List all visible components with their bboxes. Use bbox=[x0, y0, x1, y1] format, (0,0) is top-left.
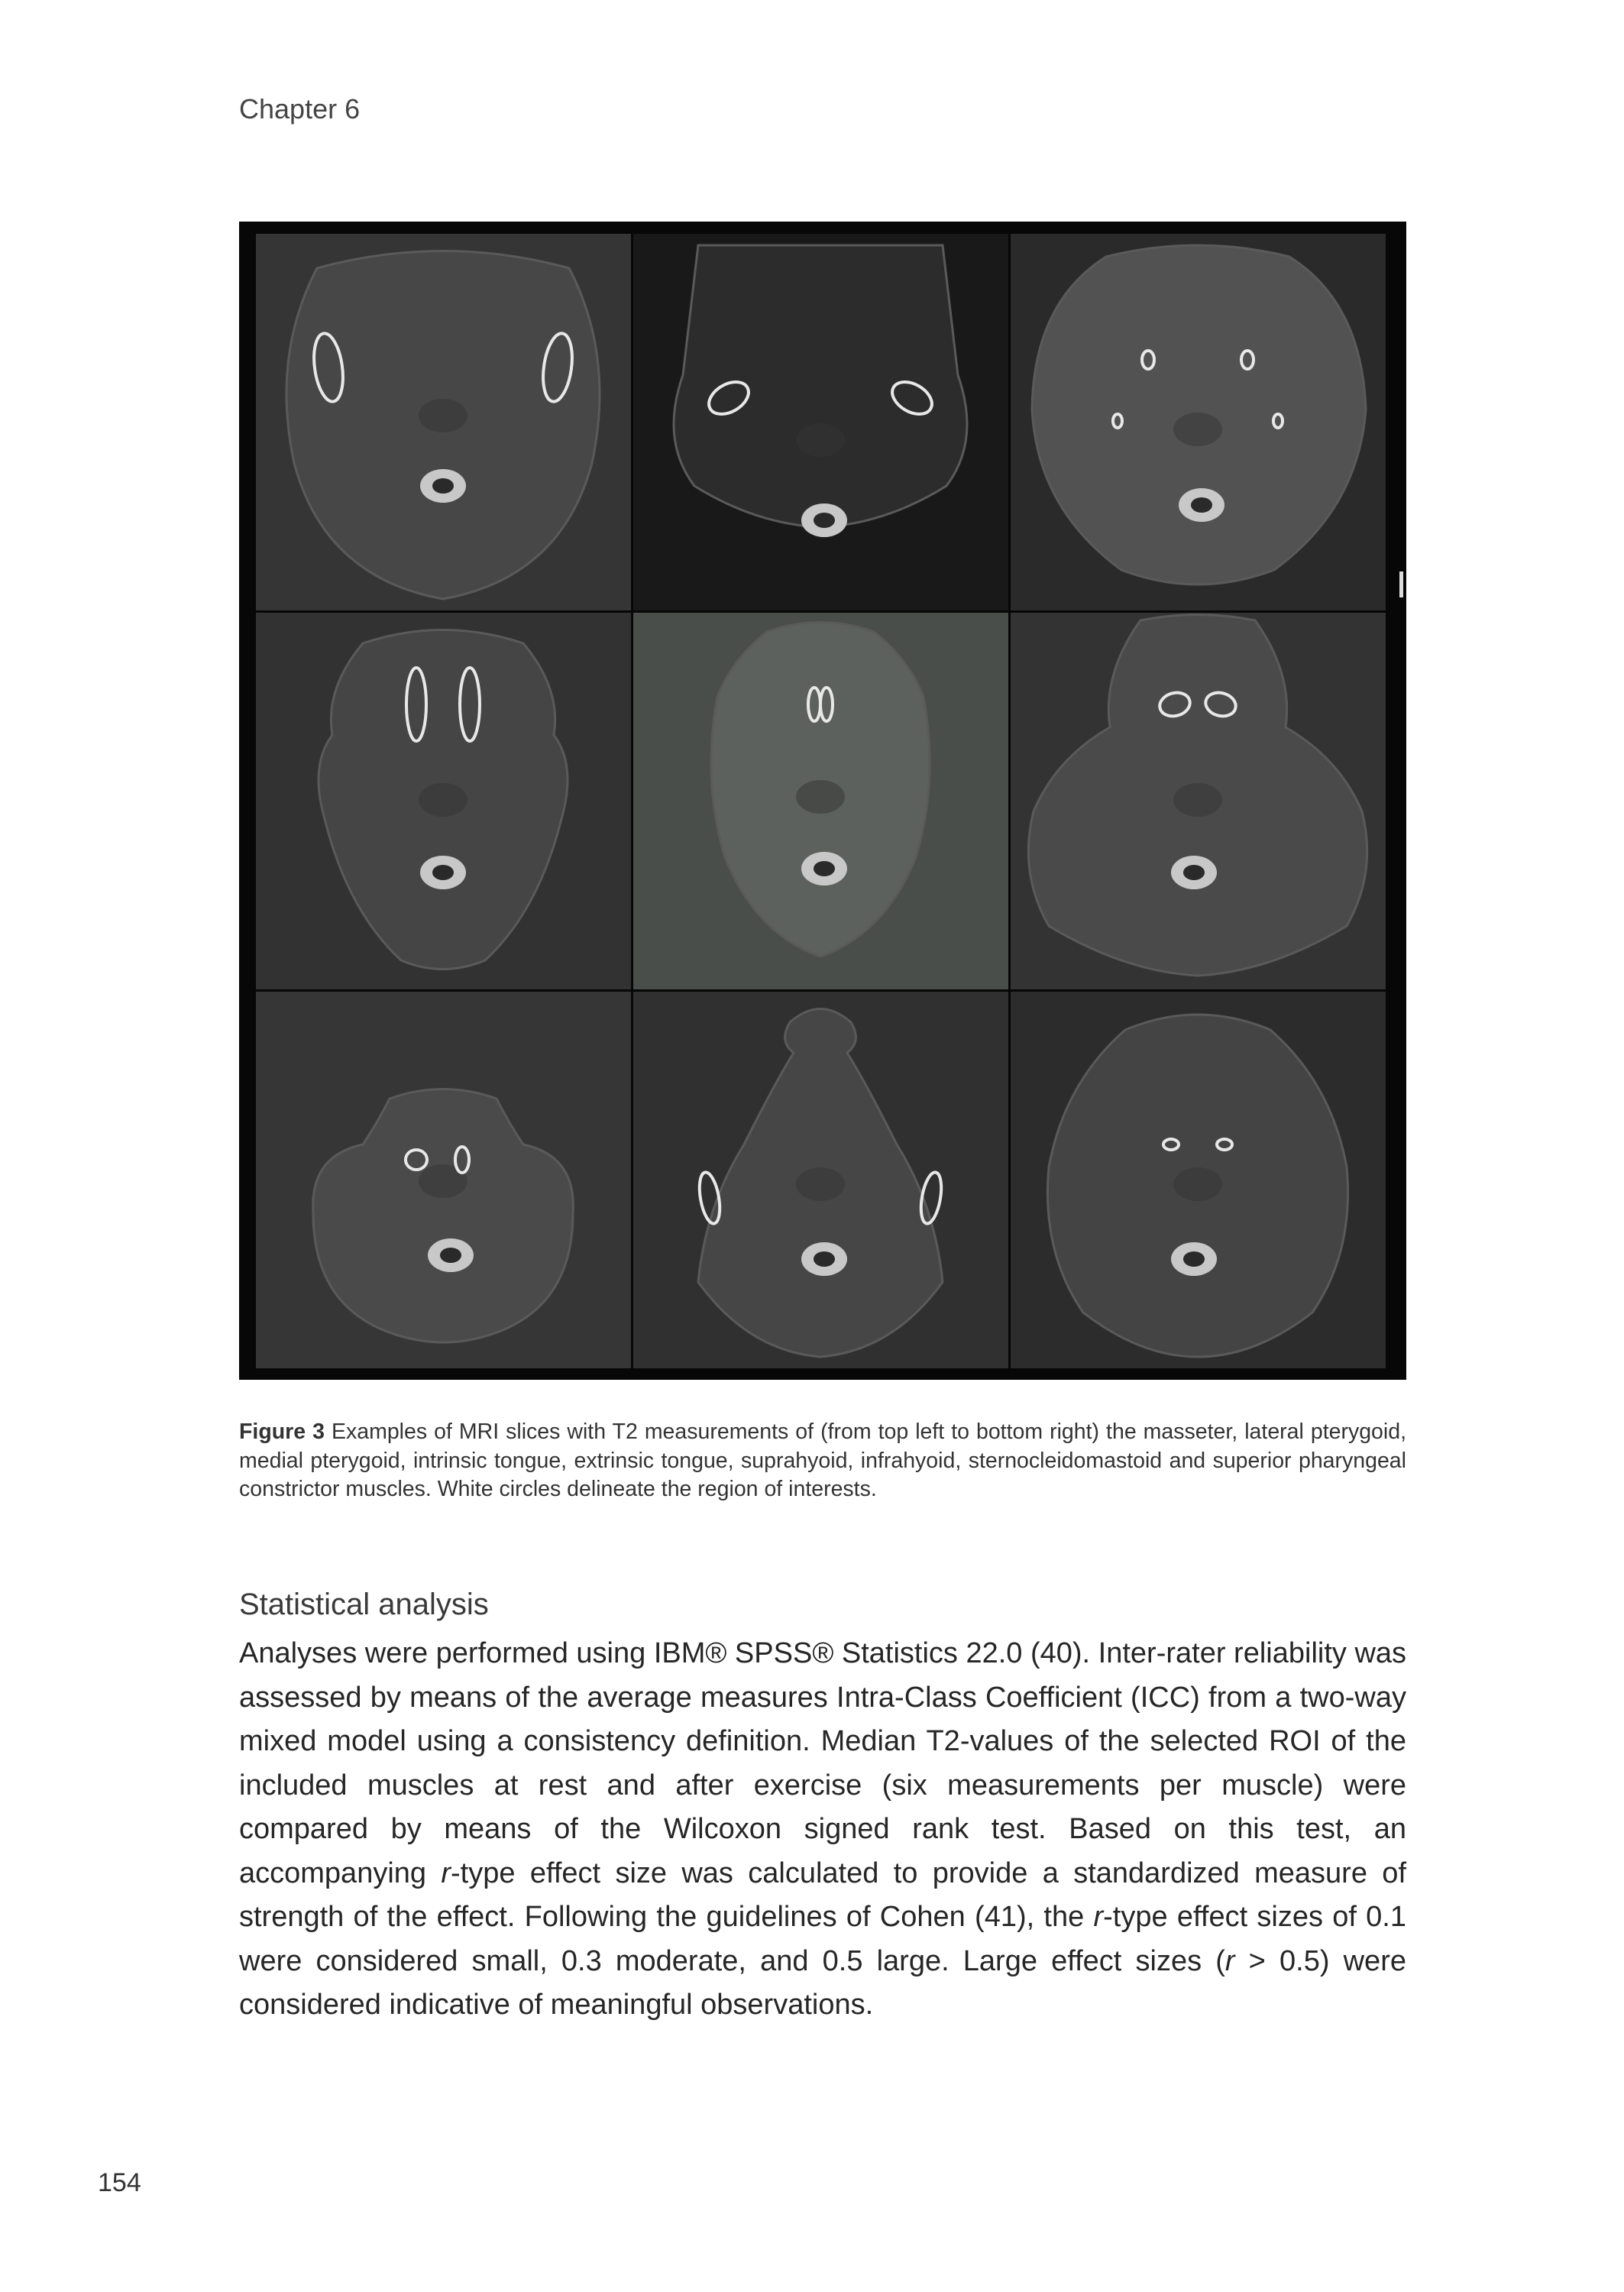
mri-panel bbox=[1011, 234, 1386, 610]
section-heading: Statistical analysis bbox=[239, 1588, 489, 1621]
mri-panel-grid bbox=[256, 234, 1386, 1368]
italic-variable: r bbox=[441, 1857, 451, 1889]
spinal-canal bbox=[432, 865, 454, 880]
figure-caption-text: Examples of MRI slices with T2 measurements of (from top left to bottom right) the masseter, lateral pterygoid, medial pterygoid, intrinsic tongue, extrinsic tongue, suprahyoid, infrahyoid, sternocleidomastoid and superior pharyngeal constrictor muscles. White circles delineate the region of interests. bbox=[239, 1420, 1407, 1502]
spinal-canal bbox=[1183, 865, 1205, 880]
body-paragraph bbox=[239, 1632, 1406, 2028]
mri-panel bbox=[256, 613, 631, 989]
mri-slice-image bbox=[256, 234, 631, 610]
mri-panel bbox=[256, 992, 631, 1368]
mri-slice-image bbox=[633, 234, 1008, 610]
page-number: 154 bbox=[98, 2168, 141, 2197]
mri-slice-image bbox=[1011, 234, 1386, 610]
mri-panel bbox=[633, 992, 1008, 1368]
mri-panel bbox=[633, 613, 1008, 989]
running-header: Chapter 6 bbox=[239, 93, 361, 125]
airway bbox=[1173, 413, 1222, 446]
mri-slice-image bbox=[1011, 992, 1386, 1368]
italic-variable: r bbox=[1093, 1901, 1104, 1933]
mri-slice-image bbox=[1011, 613, 1386, 989]
mri-figure bbox=[239, 222, 1406, 1380]
airway bbox=[796, 423, 845, 457]
spinal-canal bbox=[1191, 497, 1212, 513]
airway bbox=[1173, 1167, 1222, 1201]
figure-caption bbox=[239, 1418, 1406, 1504]
airway bbox=[796, 780, 845, 814]
text-run: Analyses were performed using IBM® SPSS® Statistics 22.0 (40). Inter-rater reliability was assessed by means of the average measures Intra-Class Coefficient (ICC) from a two-way mixed model using a consistency definition. Median T2-values of the selected ROI of the included muscles at rest and after exercise (six measurements per muscle) were compared by means of the Wilcoxon signed rank test. Based on this test, an accompanying bbox=[239, 1637, 1407, 1889]
spinal-canal bbox=[814, 861, 835, 876]
mri-slice-image bbox=[256, 992, 631, 1368]
airway bbox=[419, 783, 467, 817]
airway bbox=[419, 1164, 467, 1198]
mri-panel bbox=[256, 234, 631, 610]
text-run: -type effect sizes of 0.1 were considered small, 0.3 moderate, and 0.5 large. Large effect sizes ( bbox=[239, 1901, 1406, 1977]
spinal-canal bbox=[432, 478, 454, 494]
spinal-canal bbox=[814, 1251, 835, 1267]
mri-panel bbox=[633, 234, 1008, 610]
spinal-canal bbox=[440, 1248, 461, 1263]
airway bbox=[419, 399, 467, 432]
head-cross-section bbox=[674, 245, 967, 527]
spinal-canal bbox=[1183, 1251, 1205, 1267]
mri-panel bbox=[1011, 992, 1386, 1368]
airway bbox=[1173, 783, 1222, 817]
text-run: > 0.5) were considered indicative of meaningful observations. bbox=[239, 1944, 1406, 2021]
italic-variable: r bbox=[1224, 1944, 1235, 1977]
mri-panel bbox=[1011, 613, 1386, 989]
mri-slice-image bbox=[633, 992, 1008, 1368]
figure-label: Figure 3 bbox=[239, 1420, 325, 1444]
mri-slice-image bbox=[256, 613, 631, 989]
figure-edge-mark bbox=[1399, 571, 1403, 597]
text-run: -type effect size was calculated to provide a standardized measure of strength of the effect. Following the guidelines of Cohen (41), the bbox=[239, 1857, 1406, 1933]
spinal-canal bbox=[814, 513, 835, 528]
airway bbox=[796, 1167, 845, 1201]
mri-slice-image bbox=[633, 613, 1008, 989]
